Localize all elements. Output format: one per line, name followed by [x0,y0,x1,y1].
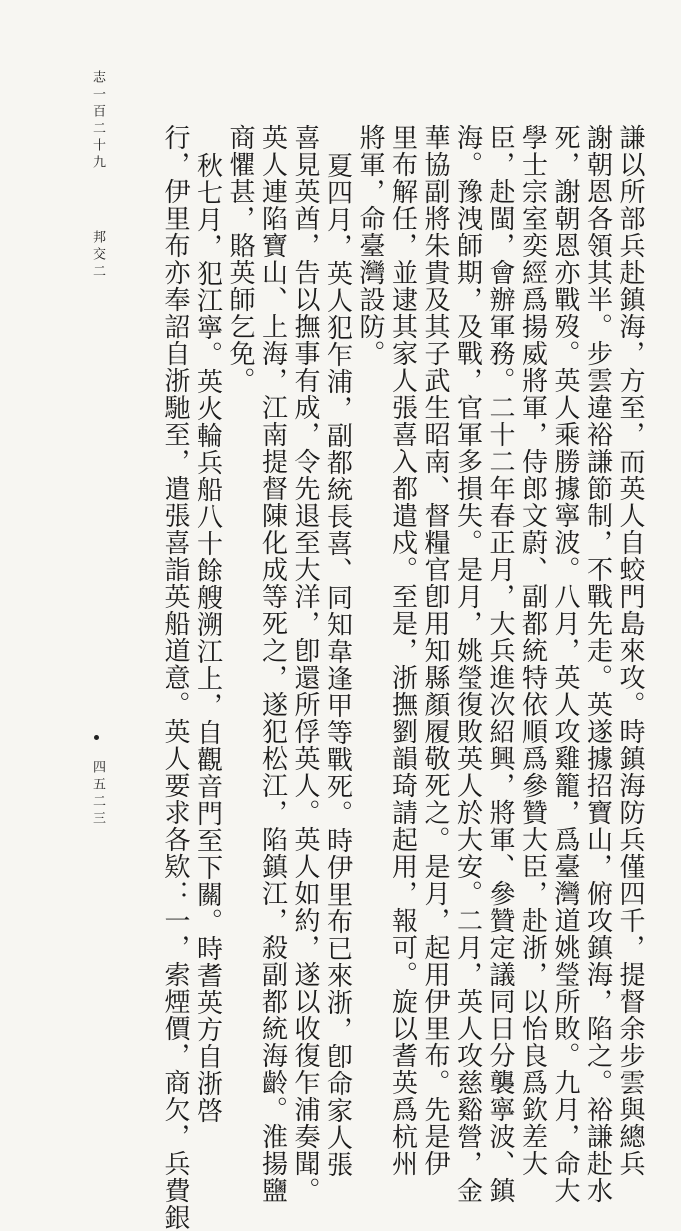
footer-volume: 志一百二十九 [90,70,105,172]
text-column: 里布解任，並逮其家人張喜入都遣戍。至是，浙撫劉韻琦請起用，報可。旋以耆英爲杭州 [387,124,418,1177]
text-column: 海。豫洩師期，及戰，官軍多損失。是月，姚瑩復敗英人於大安。二月，英人攻慈谿營，金 [452,124,483,1204]
text-column: 商懼甚，賂英師乞免。 [225,124,255,394]
footer-dot [94,735,99,740]
text-column: 謝朝恩各領其半。步雲違裕謙節制，不戰先走。英遂據招寶山，俯攻鎮海，陷之。裕謙赴水 [582,124,613,1204]
text-column: 秋七月，犯江寧。英火輪兵船八十餘艘溯江上，自觀音門至下關。時耆英方自浙啓 [192,152,223,1124]
text-column: 夏四月，英人犯乍浦，副都統長喜、同知韋逢甲等戰死。時伊里布已來浙，卽命家人張 [322,152,353,1178]
text-column: 死，謝朝恩亦戰歿。英人乘勝據寧波。八月，英人攻雞籠，爲臺灣道姚瑩所敗。九月，命大 [550,124,580,1204]
footer-page-number: 四五二三 [90,760,105,828]
text-column: 華協副將朱貴及其子武生昭南、督糧官卽用知縣顏履敬死之。是月，起用伊里布。先是伊 [420,124,450,1177]
text-column: 臣，赴閩，會辦軍務。二十二年春正月，大兵進次紹興，將軍、參贊定議同日分襲寧波、鎮 [485,124,515,1204]
text-column: 謙以所部兵赴鎮海，方至，而英人自蛟門島來攻。時鎮海防兵僅四千，提督余步雲與總兵 [615,124,645,1177]
text-column: 英人連陷寶山、上海，江南提督陳化成等死之，遂犯松江，陷鎮江，殺副都統海齡。淮揚鹽 [257,124,288,1204]
footer-section: 邦交二 [90,230,105,281]
text-column: 行，伊里布亦奉詔自浙馳至，遣張喜詣英船道意。英人要求各欵：一，索煙價，商欠，兵費銀 [160,124,190,1231]
text-column: 學士宗室奕經爲揚威將軍，侍郎文蔚、副都統特依順爲參贊大臣，赴浙，以怡良爲欽差大 [517,124,548,1177]
text-column: 喜見英酋，告以撫事有成，令先退至大洋，卽還所俘英人。英人如約，遂以收復乍浦奏聞。 [290,124,320,1204]
text-column: 將軍，命臺灣設防。 [355,124,385,367]
